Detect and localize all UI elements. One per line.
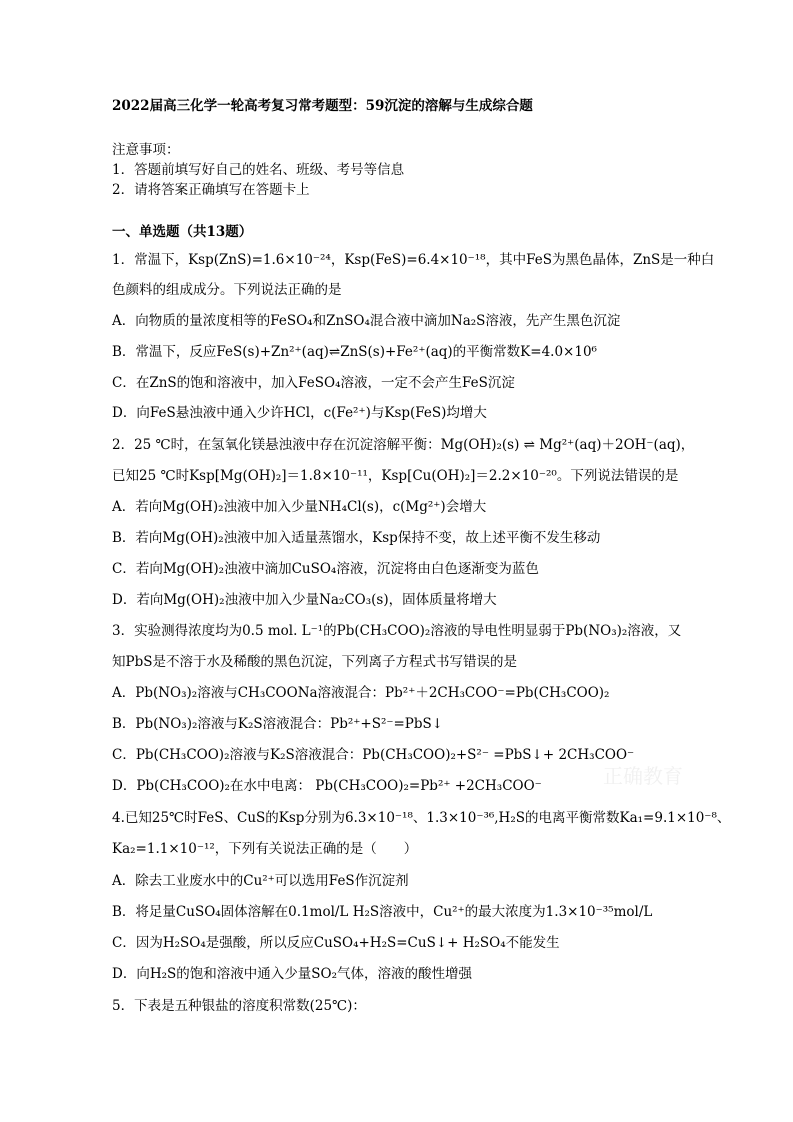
- watermark: 正确教育: [603, 764, 683, 788]
- question-4-stem: Ka₂=1.1×10⁻¹²，下列有关说法正确的是（ ）: [112, 841, 418, 857]
- question-4-option-c: C．因为H₂SO₄是强酸，所以反应CuSO₄+H₂S=CuS↓+ H₂SO₄不能发生: [112, 935, 560, 951]
- question-1-option-d: D．向FeS悬浊液中通入少许HCl，c(Fe²⁺)与Ksp(FeS)均增大: [112, 405, 487, 421]
- notes-heading: 注意事项：: [112, 142, 180, 158]
- question-3-stem: 知PbS是不溶于水及稀酸的黑色沉淀，下列离子方程式书写错误的是: [112, 654, 517, 670]
- section-heading: 一、单选题（共13题）: [112, 224, 253, 240]
- question-3-stem: 3．实验测得浓度均为0.5 mol. L⁻¹的Pb(CH₃COO)₂溶液的导电性明显弱于Pb(NO₃)₂溶液，又: [112, 623, 682, 639]
- question-2-option-d: D．若向Mg(OH)₂浊液中加入少量Na₂CO₃(s)，固体质量将增大: [112, 592, 497, 608]
- question-4-option-a: A．除去工业废水中的Cu²⁺可以选用FeS作沉淀剂: [112, 873, 409, 889]
- question-2-stem: 2．25 ℃时，在氢氧化镁悬浊液中存在沉淀溶解平衡：Mg(OH)₂(s) ⇌ Mg²⁺(aq)＋2OH⁻(aq)，: [112, 437, 695, 453]
- document-title: 2022届高三化学一轮高考复习常考题型：59沉淀的溶解与生成综合题: [112, 98, 533, 114]
- question-1-option-c: C．在ZnS的饱和溶液中，加入FeSO₄溶液，一定不会产生FeS沉淀: [112, 375, 515, 391]
- question-3-option-a: A．Pb(NO₃)₂溶液与CH₃COONa溶液混合：Pb²⁺＋2CH₃COO⁻=Pb(CH₃COO)₂: [112, 685, 610, 701]
- question-3-option-b: B．Pb(NO₃)₂溶液与K₂S溶液混合：Pb²⁺+S²⁻=PbS↓: [112, 716, 444, 732]
- question-2-option-a: A．若向Mg(OH)₂浊液中加入少量NH₄Cl(s)，c(Mg²⁺)会增大: [112, 499, 487, 515]
- question-2-stem: 已知25 ℃时Ksp[Mg(OH)₂]＝1.8×10⁻¹¹，Ksp[Cu(OH)₂]＝2.2×10⁻²⁰。下列说法错误的是: [112, 468, 679, 484]
- question-1-stem: 1．常温下，Ksp(ZnS)=1.6×10⁻²⁴，Ksp(FeS)=6.4×10⁻¹⁸，其中FeS为黑色晶体，ZnS是一种白: [112, 252, 715, 268]
- question-4-stem: 4.已知25℃时FeS、CuS的Ksp分别为6.3×10⁻¹⁸、1.3×10⁻³⁶,H₂S的电离平衡常数Ka₁=9.1×10⁻⁸、: [112, 810, 731, 826]
- notes-item: 2．请将答案正确填写在答题卡上: [112, 182, 310, 198]
- question-5-stem: 5．下表是五种银盐的溶度积常数(25℃)：: [112, 998, 366, 1014]
- question-4-option-d: D．向H₂S的饱和溶液中通入少量SO₂气体，溶液的酸性增强: [112, 966, 472, 982]
- question-1-option-b: B．常温下，反应FeS(s)+Zn²⁺(aq)⇌ZnS(s)+Fe²⁺(aq)的平衡常数K=4.0×10⁶: [112, 344, 597, 360]
- question-1-option-a: A．向物质的量浓度相等的FeSO₄和ZnSO₄混合液中滴加Na₂S溶液，先产生黑色沉淀: [112, 313, 621, 329]
- notes-item: 1．答题前填写好自己的姓名、班级、考号等信息: [112, 162, 405, 178]
- question-2-option-c: C．若向Mg(OH)₂浊液中滴加CuSO₄溶液，沉淀将由白色逐渐变为蓝色: [112, 561, 539, 577]
- question-3-option-c: C．Pb(CH₃COO)₂溶液与K₂S溶液混合：Pb(CH₃COO)₂+S²⁻ =PbS↓+ 2CH₃COO⁻: [112, 747, 635, 763]
- question-3-option-d: D．Pb(CH₃COO)₂在水中电离： Pb(CH₃COO)₂=Pb²⁺ +2CH₃COO⁻: [112, 778, 542, 794]
- question-4-option-b: B．将足量CuSO₄固体溶解在0.1mol/L H₂S溶液中，Cu²⁺的最大浓度为1.3×10⁻³⁵mol/L: [112, 904, 653, 920]
- question-2-option-b: B．若向Mg(OH)₂浊液中加入适量蒸馏水，Ksp保持不变，故上述平衡不发生移动: [112, 530, 601, 546]
- question-1-stem: 色颜料的组成成分。下列说法正确的是: [112, 282, 342, 298]
